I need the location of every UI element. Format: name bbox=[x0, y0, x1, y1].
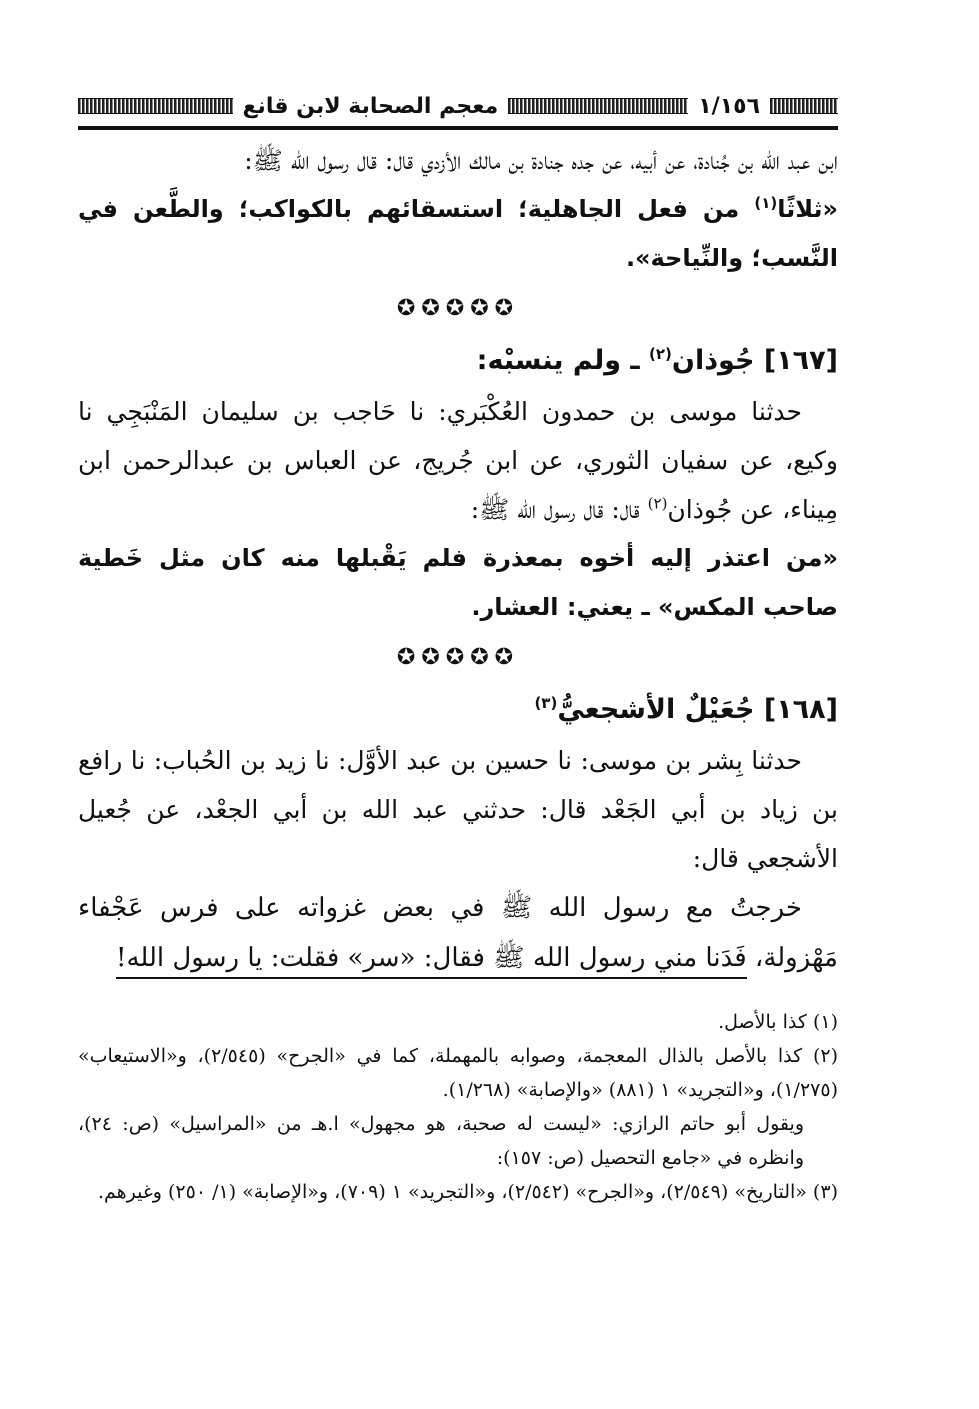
isnad-2-start: حدثنا موسى بن حمدون العُكْبَري: نا حَاجب بن سليمان المَنْبَجِي نا وكيع، عن سفيان الثوري، عن ابن جُريج، عن العباس بن عبدالرحمن ابن مِيناء، عن جُوذان bbox=[78, 397, 838, 524]
header-ornament-middle bbox=[508, 98, 688, 114]
header-ornament-left bbox=[78, 98, 233, 114]
footnote-ref-1[interactable]: (١) bbox=[754, 194, 778, 212]
isnad-2-end: قال: قال رسول الله ﷺ: bbox=[470, 495, 648, 524]
hadith-text-3 bbox=[78, 883, 838, 983]
hadith-text-1 bbox=[78, 185, 838, 283]
footnote-2-continued: ويقول أبو حاتم الرازي: «ليست له صحبة، هو مجهول» ا.هـ من «المراسيل» (ص: ٢٤)، وانظره في «جامع التحصيل (ص: ١٥٧): bbox=[78, 1113, 804, 1169]
book-title: معجم الصحابة لابن قانع bbox=[242, 93, 499, 119]
hadith-1-rest: من فعل الجاهلية؛ استسقائهم بالكواكب؛ والطَّعن في النَّسب؛ والنِّياحة». bbox=[78, 195, 838, 272]
book-page bbox=[78, 92, 838, 1209]
footnote-1: (١) كذا بالأصل. bbox=[718, 1011, 838, 1033]
hadith-text-2: «من اعتذر إليه أخوه بمعذرة فلم يَقْبلها منه كان مثل خَطية صاحب المكس» ـ يعني: العشار. bbox=[78, 544, 838, 621]
entry-167-name: [١٦٧] جُوذان bbox=[671, 345, 838, 376]
footnote-3: (٣) «التاريخ» (٢/٥٤٩)، و«الجرح» (٢/٥٤٢)، و«التجريد» ١ (٧٠٩)، و«الإصابة» (١/ ٢٥٠) وغيرهم. bbox=[97, 1181, 838, 1203]
isnad-paragraph-1: ابن عبد الله بن جُنادة، عن أبيه، عن جده جنادة بن مالك الأزدي قال: قال رسول الله ﷺ: bbox=[244, 146, 838, 175]
page-number: ١/١٥٦ bbox=[698, 93, 760, 119]
header-ornament-right bbox=[770, 98, 838, 114]
entry-168-name: [١٦٨] جُعَيْلٌ الأشجعيُّ bbox=[557, 694, 838, 725]
isnad-paragraph-2 bbox=[78, 387, 838, 534]
section-divider-stars: ✪✪✪✪✪ bbox=[396, 296, 520, 321]
hadith-3-start: خرجتُ مع رسول الله ﷺ في بعض غزواته على فرس عَجْفاء مَهْزولة، bbox=[78, 893, 838, 973]
isnad-paragraph-3: حدثنا بِشر بن موسى: نا حسين بن عبد الأوَّل: نا زيد بن الحُباب: نا رافع بن زياد بن أبي الجَعْد قال: حدثني عبد الله بن أبي الجعْد، عن جُعيل الأشجعي قال: bbox=[78, 746, 838, 873]
footnote-ref-2[interactable]: (٢) bbox=[649, 345, 672, 363]
entry-167-note: ـ ولم ينسبْه: bbox=[476, 345, 650, 376]
footnote-ref-2b[interactable]: (٢) bbox=[647, 494, 668, 513]
hadith-1-start: «ثلاثًا bbox=[777, 195, 838, 223]
section-divider-stars: ✪✪✪✪✪ bbox=[396, 645, 520, 670]
entry-heading-168 bbox=[78, 684, 838, 736]
footnote-2: (٢) كذا بالأصل بالذال المعجمة، وصوابه بالمهملة، كما في «الجرح» (٢/٥٤٥)، و«الاستيعاب» (١/٢٧٥)، و«التجريد» ١ (٨٨١) «والإصابة» (١/٢٦٨). bbox=[78, 1045, 838, 1101]
footnote-ref-3[interactable]: (٣) bbox=[534, 694, 558, 712]
hadith-3-underlined: فَدَنا مني رسول الله ﷺ فقال: «سر» فقلت: يا رسول الله! bbox=[116, 943, 747, 979]
running-header bbox=[78, 92, 838, 130]
entry-heading-167 bbox=[78, 335, 838, 387]
footnotes bbox=[78, 1005, 838, 1209]
